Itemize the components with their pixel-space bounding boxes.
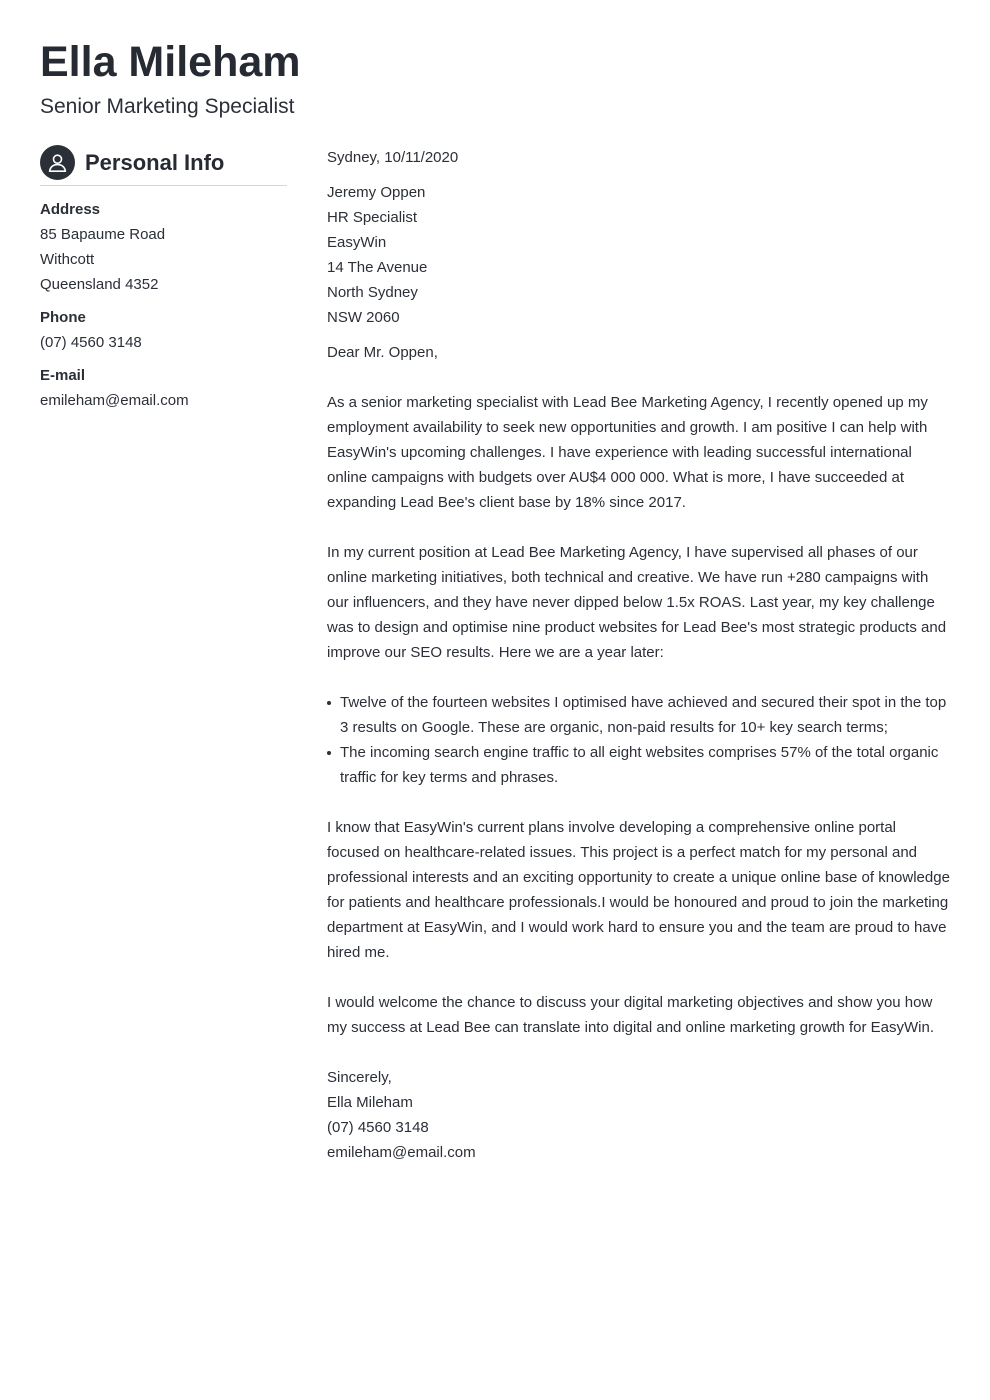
phone-value: (07) 4560 3148 <box>40 334 142 351</box>
personal-info-title: Personal Info <box>85 150 225 175</box>
email-value: emileham@email.com <box>40 392 189 409</box>
letter-body <box>327 145 952 1165</box>
paragraph: As a senior marketing specialist with Lead Bee Marketing Agency, I recently opened up my employment availability to seek new opportunities and growth. I am positive I can help with EasyWin's upcoming challenges. I have experience with leading successful international online campaigns with budgets over AU$4 000 000. What is more, I have succeeded at expanding Lead Bee's client base by 18% since 2017. <box>327 394 928 511</box>
signature-line: Ella Mileham <box>327 1094 413 1111</box>
recipient-line: Jeremy Oppen <box>327 184 426 201</box>
recipient-line: North Sydney <box>327 284 418 301</box>
personal-info-header <box>40 145 287 186</box>
address-label: Address <box>40 201 101 218</box>
applicant-name: Ella Mileham <box>40 38 301 86</box>
signature-line: emileham@email.com <box>327 1144 476 1161</box>
email-label: E-mail <box>40 367 86 384</box>
address-line: 85 Bapaume Road <box>40 226 166 243</box>
achievements-list <box>327 690 952 790</box>
greeting: Dear Mr. Oppen, <box>327 344 438 361</box>
recipient-line: HR Specialist <box>327 209 418 226</box>
closing: Sincerely, <box>327 1069 392 1086</box>
recipient-line: NSW 2060 <box>327 309 400 326</box>
letter-date: Sydney, 10/11/2020 <box>327 149 459 166</box>
recipient-line: 14 The Avenue <box>327 259 428 276</box>
address-line: Withcott <box>40 251 95 268</box>
recipient-block <box>327 180 952 330</box>
recipient-line: EasyWin <box>327 234 387 251</box>
paragraph: I would welcome the chance to discuss your digital marketing objectives and show you how my success at Lead Bee can translate into digital and online marketing growth for EasyWin. <box>327 994 934 1036</box>
address-line: Queensland 4352 <box>40 276 159 293</box>
user-icon <box>40 145 75 180</box>
signature-line: (07) 4560 3148 <box>327 1119 429 1136</box>
applicant-title: Senior Marketing Specialist <box>40 95 295 118</box>
list-item: Twelve of the fourteen websites I optimised have achieved and secured their spot in the top 3 results on Google. These are organic, non-paid results for 10+ key search terms; <box>327 690 952 740</box>
paragraph: I know that EasyWin's current plans involve developing a comprehensive online portal focused on healthcare-related issues. This project is a perfect match for my personal and professional interests and an exciting opportunity to create a unique online base of knowledge for patients and healthcare professionals.I would be honoured and proud to join the marketing department at EasyWin, and I would work hard to ensure you and the team are proud to have hired me. <box>327 819 950 961</box>
signature-block <box>327 1065 952 1165</box>
sidebar <box>40 145 287 413</box>
phone-label: Phone <box>40 309 86 326</box>
list-item: The incoming search engine traffic to all eight websites comprises 57% of the total organic traffic for key terms and phrases. <box>327 740 952 790</box>
paragraph: In my current position at Lead Bee Marketing Agency, I have supervised all phases of our online marketing initiatives, both technical and creative. We have run +280 campaigns with our influencers, and they have never dipped below 1.5x ROAS. Last year, my key challenge was to design and optimise nine product websites for Lead Bee's most strategic products and improve our SEO results. Here we are a year later: <box>327 544 947 661</box>
